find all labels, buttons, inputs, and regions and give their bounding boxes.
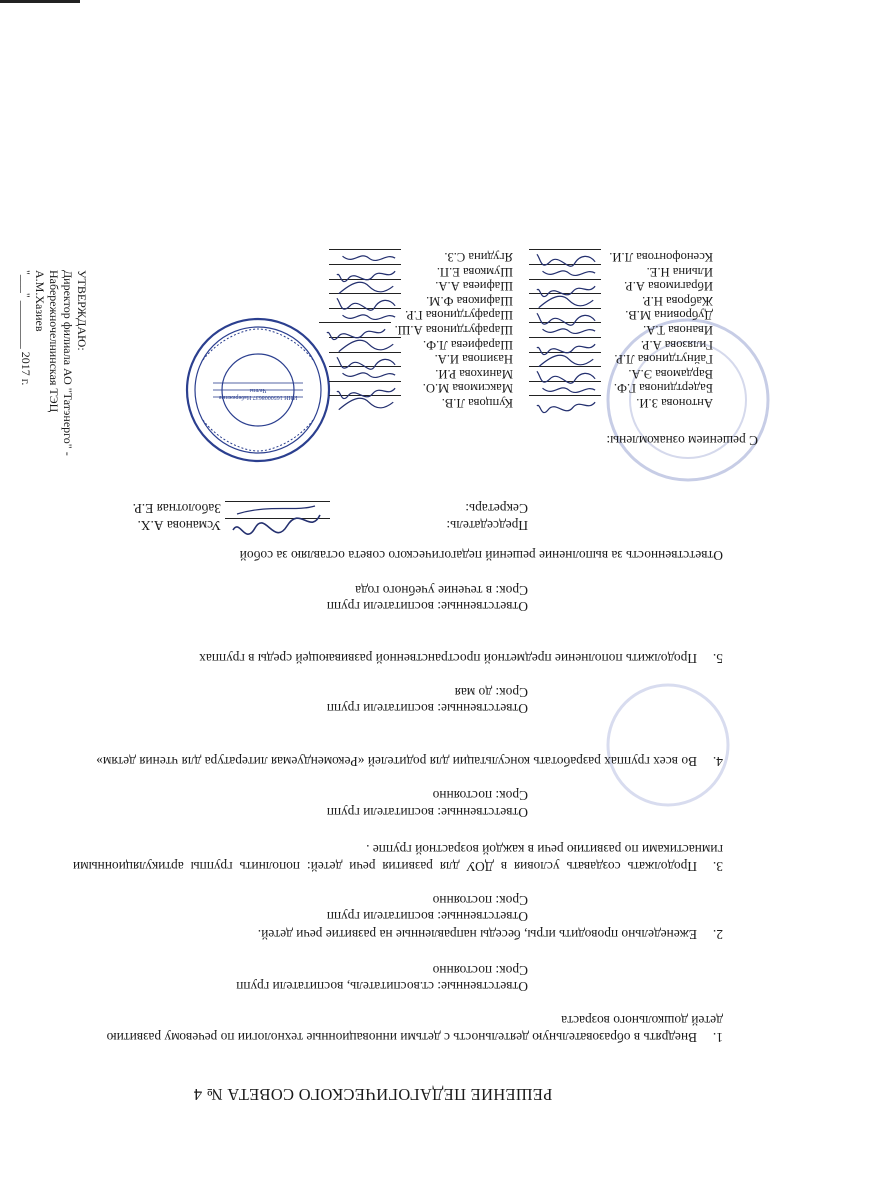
approval-line-1: Директор филиала АО "Татэнерго" -	[61, 270, 75, 456]
signature-column-right	[319, 249, 513, 410]
signatory-name: Гайнутдинова Л.Р.	[614, 352, 713, 367]
approval-block	[19, 270, 89, 510]
signatory-name: Бадертдинова Г.Ф.	[613, 381, 713, 396]
approval-heading: УТВЕРЖДАЮ:	[75, 270, 89, 351]
item-number: 5.	[712, 651, 723, 666]
signatory-name: Максимова М.О.	[422, 381, 513, 396]
signatory-name: Жаброва Н.Р.	[642, 293, 713, 308]
handwritten-signature	[335, 250, 397, 268]
signatory-name: Шарафутдинова А.Ш.	[394, 323, 513, 338]
chair-label: Председатель:	[446, 518, 528, 533]
signature-row	[319, 249, 513, 264]
signatory-name: Иванова Т.А.	[643, 323, 713, 338]
chair-signature	[230, 500, 325, 540]
decision-item-1	[73, 1012, 723, 1045]
chair-name: Усманова А.Х.	[137, 518, 221, 533]
decision-item-4	[73, 753, 723, 770]
item-responsible: Ответственные: воспитатели групп	[326, 599, 528, 614]
item-deadline: Срок: постоянно	[432, 963, 528, 978]
secretary-name: Заболотная Е.Р.	[132, 501, 221, 516]
decision-item-2	[73, 926, 723, 943]
signatory-name: Дубровина М.В.	[625, 308, 713, 323]
item-text: Продолжать создавать условия в ДОУ для развития речи детей: пополнить группы артикуляционными гимнастиками по развитию речи в каждой возрастной группе .	[73, 842, 723, 874]
faint-stamp-shadow-2	[603, 680, 733, 810]
signatory-name: Шумкова Е.П.	[436, 264, 513, 279]
signature-line	[529, 249, 601, 261]
signature-row	[529, 249, 713, 264]
signatory-name: Шафиева А.А.	[435, 279, 513, 294]
signatory-name: Вардамова Э.А.	[628, 366, 713, 381]
item-deadline: Срок: постоянно	[432, 788, 528, 803]
item-number: 1.	[712, 1030, 723, 1045]
item-text: Еженедельно проводить игры, беседы направленные на развитие речи детей.	[257, 927, 697, 942]
signatory-name: Шафикова Ф.М.	[426, 293, 513, 308]
item-text: Продолжить пополнение предметной пространственной развивающей среды в группах	[199, 651, 697, 666]
item-text: Внедрять в образовательную деятельность с детьми инновационные технологии по речевому развитию детей дошкольного возраста	[106, 1013, 723, 1045]
stamp-text: ИНН 1650008637 Набережные Челны	[218, 387, 298, 400]
decision-item-3	[73, 841, 723, 874]
signatory-name: Назипова И.А.	[434, 352, 513, 367]
handwritten-signature	[535, 250, 597, 268]
signatory-name: Ибрагимова А.Р.	[624, 279, 713, 294]
decision-item-5	[73, 650, 723, 667]
approval-date: "___" ________ 2017 г.	[19, 270, 33, 386]
item-responsible: Ответственные: ст.воспитатель, воспитатели групп	[236, 979, 528, 994]
signatory-name: Шарафутдинова Г.Р.	[405, 308, 513, 323]
acquainted-label: С решением ознакомлены:	[606, 433, 758, 448]
signatory-name: Ксенофонтова Л.И.	[609, 250, 713, 265]
item-responsible: Ответственные: воспитатели групп	[326, 805, 528, 820]
approval-line-3: А.М.Хазиев	[33, 270, 47, 332]
signature-column-left	[529, 249, 713, 410]
item-deadline: Срок: постоянно	[432, 893, 528, 908]
signatory-name: Манихова Р.И.	[435, 366, 513, 381]
item-number: 2.	[712, 927, 723, 942]
control-note: Ответственность за выполнение решений педагогического совета оставляю за собой	[239, 548, 723, 563]
signatory-name: Шарафиева Л.Ф.	[423, 337, 513, 352]
approval-line-2: Набережночелнинская ТЭЦ	[47, 270, 61, 413]
signature-list	[293, 249, 713, 410]
item-deadline: Срок: в течение учебного года	[355, 583, 528, 598]
item-number: 3.	[712, 859, 723, 874]
item-responsible: Ответственные: воспитатели групп	[326, 909, 528, 924]
signatory-name: Ягудина С.З.	[444, 250, 513, 265]
item-deadline: Срок: до мая	[454, 685, 528, 700]
signatory-name: Антонова З.И.	[636, 396, 713, 410]
page-title: РЕШЕНИЕ ПЕДАГОГИЧЕСКОГО СОВЕТА № 4	[193, 1085, 553, 1104]
item-responsible: Ответственные: воспитатели групп	[326, 701, 528, 716]
signatory-name: Ильина Н.Е.	[646, 264, 713, 279]
signatory-name: Гилязова А.Р.	[640, 337, 713, 352]
signatory-name: Купцова Л.В.	[441, 396, 513, 410]
secretary-label: Секретарь:	[465, 501, 528, 516]
signature-line	[329, 249, 401, 261]
item-text: Во всех группах разработать консультации для родителей «Рекомендуемая литература для чтения детям»	[96, 754, 697, 769]
item-number: 4.	[712, 754, 723, 769]
